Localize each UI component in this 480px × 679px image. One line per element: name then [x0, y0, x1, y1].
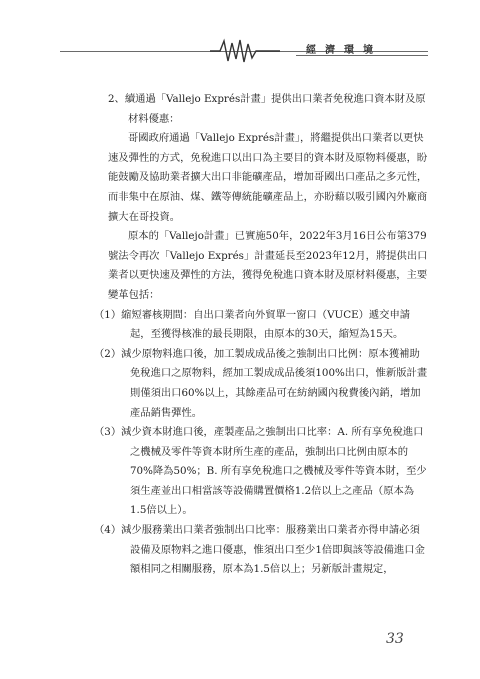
paragraph: 原本的「Vallejo計畫」已實施50年，2022年3月16日公布第379號法令再次「Vallejo Exprés」計畫延長至2023年12月，將提供出口業者以更快速及彈性的方法，獲得免稅進口資本財及原材料優惠，主要變革包括： — [108, 230, 428, 301]
main-content — [84, 90, 428, 580]
sub-item: （4）減少服務業出口業者強制出口比率：服務業出口業者亦得申請必須設備及原物料之進口優惠，惟須出口至少1倍即與該等設備進口金額相同之相關服務，原本為1.5倍以上；另新版計畫規定， — [94, 524, 425, 576]
sub-item: （1）縮短審核期間：自出口業者向外貿單一窗口（VUCE）遞交申請起，至獲得核准的最長期限，由原本的30天，縮短為15天。 — [94, 308, 411, 341]
item-title: 2、續通過「Vallejo Exprés計畫」提供出口業者免稅進口資本財及原材料優惠： — [108, 93, 426, 125]
header-title: 經濟環境 — [306, 45, 382, 56]
sub-item: （2）減少原物料進口後，加工製成成品後之強制出口比例：原本獲補助免稅進口之原物料，經加工製成成品後須100%出口，惟新版計畫則僅須出口60%以上，其餘產品可在紡納國內稅費後內銷，增加產品銷售彈性。 — [94, 347, 428, 419]
sub-item: （3）減少資本財進口後，產製產品之強制出口比率：A. 所有享免稅進口之機械及零件等資本財所生產的產品，強制出口比例由原本的70%降為50%；B. 所有享免稅進口之機械及零件等資本財，至少須生產並出口相當該等設備購置價格1.2倍以上之產品（原本為1.5倍以上）。 — [94, 426, 427, 517]
page-number: 33 — [386, 631, 404, 647]
paragraph: 哥國政府通過「Vallejo Exprés計畫」，將繼提供出口業者以更快速及彈性的方式，免稅進口以出口為主要目的資本財及原物料優惠，盼能鼓勵及協助業者擴大出口非能礦產品，增加哥國出口產品之多元性，而非集中在原油、煤、鐵等傳統能礦產品上，亦盼藉以吸引國內外廠商擴大在哥投資。 — [108, 132, 428, 223]
pulse-line-icon — [210, 38, 280, 64]
